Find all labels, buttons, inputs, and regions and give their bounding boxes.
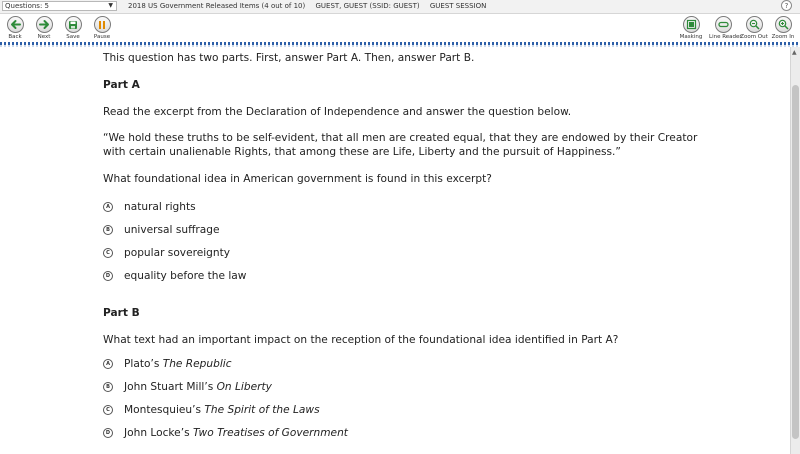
option-bubble[interactable]: D	[103, 271, 113, 281]
part-a-option-c[interactable]	[103, 247, 230, 259]
option-text: equality before the law	[124, 270, 247, 282]
option-text	[124, 427, 348, 439]
help-button[interactable]: ?	[781, 0, 792, 11]
question-select-label: Questions: 5	[5, 2, 49, 10]
arrow-right-icon	[36, 16, 53, 33]
part-b-option-a[interactable]	[103, 358, 232, 370]
zoom-in-icon	[775, 16, 792, 33]
part-a-option-d[interactable]	[103, 270, 246, 282]
option-bubble[interactable]: A	[103, 359, 113, 369]
quote-line-1: “We hold these truths to be self-evident, that all men are created equal, that they are endowed by their Creator	[103, 132, 698, 144]
session-title: 2018 US Government Released Items (4 out of 10)	[128, 2, 306, 10]
back-label: Back	[8, 34, 22, 40]
back-button[interactable]	[1, 14, 29, 40]
part-a-heading: Part A	[103, 79, 140, 91]
next-button[interactable]	[30, 14, 58, 40]
pause-label: Pause	[93, 34, 111, 40]
part-a-prompt: What foundational idea in American government is found in this excerpt?	[103, 173, 492, 185]
line-reader-icon	[715, 16, 732, 33]
mask-icon	[683, 16, 700, 33]
top-bar	[0, 0, 800, 14]
scroll-up-icon[interactable]: ▲	[792, 49, 797, 56]
pause-button[interactable]	[88, 14, 116, 40]
quote-line-2: with certain unalienable Rights, that among these are Life, Liberty and the pursuit of Happiness.”	[103, 146, 621, 158]
scrollbar-thumb[interactable]	[792, 85, 799, 439]
question-select[interactable]	[2, 1, 117, 11]
option-bubble[interactable]: B	[103, 382, 113, 392]
vertical-scrollbar[interactable]	[790, 47, 800, 454]
option-text	[124, 358, 232, 370]
option-prefix: Montesquieu’s	[124, 404, 205, 416]
option-bubble[interactable]: B	[103, 225, 113, 235]
zoom-out-icon	[746, 16, 763, 33]
session-info	[128, 1, 494, 12]
pause-icon	[94, 16, 111, 33]
option-prefix: John Locke’s	[124, 427, 193, 439]
option-prefix: John Stuart Mill’s	[124, 381, 217, 393]
option-bubble[interactable]: C	[103, 248, 113, 258]
save-label: Save	[66, 34, 80, 40]
part-b-option-b[interactable]	[103, 381, 272, 393]
save-button[interactable]	[59, 14, 87, 40]
line-reader-label: Line Reader	[709, 34, 742, 40]
option-text: popular sovereignty	[124, 247, 231, 259]
part-b-option-c[interactable]	[103, 404, 320, 416]
zoom-in-label: Zoom In	[771, 34, 795, 40]
session-label: GUEST SESSION	[429, 2, 487, 10]
option-title: The Spirit of the Laws	[204, 404, 320, 416]
zoom-in-button[interactable]	[769, 14, 797, 40]
question-intro: This question has two parts. First, answer Part A. Then, answer Part B.	[103, 52, 475, 64]
toolbar-divider-shadow	[0, 45, 800, 47]
option-text	[124, 381, 272, 393]
part-b-option-d[interactable]	[103, 427, 348, 439]
line-reader-button[interactable]	[709, 14, 742, 40]
option-prefix: Plato’s	[124, 358, 163, 370]
zoom-out-label: Zoom Out	[740, 34, 768, 40]
masking-label: Masking	[679, 34, 703, 40]
option-bubble[interactable]: A	[103, 202, 113, 212]
zoom-out-button[interactable]	[740, 14, 768, 40]
option-bubble[interactable]: D	[103, 428, 113, 438]
arrow-left-icon	[7, 16, 24, 33]
option-text	[124, 404, 320, 416]
chevron-down-icon: ▼	[108, 2, 113, 9]
part-b-prompt: What text had an important impact on the reception of the foundational idea identified in Part A?	[103, 334, 619, 346]
part-a-option-a[interactable]	[103, 201, 196, 213]
next-label: Next	[37, 34, 51, 40]
masking-button[interactable]	[677, 14, 705, 40]
part-a-option-b[interactable]	[103, 224, 219, 236]
user-info: GUEST, GUEST (SSID: GUEST)	[315, 2, 420, 10]
option-title: On Liberty	[216, 381, 272, 393]
option-title: The Republic	[162, 358, 232, 370]
option-bubble[interactable]: C	[103, 405, 113, 415]
part-a-instruction: Read the excerpt from the Declaration of Independence and answer the question below.	[103, 106, 572, 118]
floppy-disk-icon	[65, 16, 82, 33]
toolbar	[0, 14, 800, 44]
option-title: Two Treatises of Government	[192, 427, 348, 439]
option-text: universal suffrage	[124, 224, 220, 236]
option-text: natural rights	[124, 201, 196, 213]
part-b-heading: Part B	[103, 307, 140, 319]
